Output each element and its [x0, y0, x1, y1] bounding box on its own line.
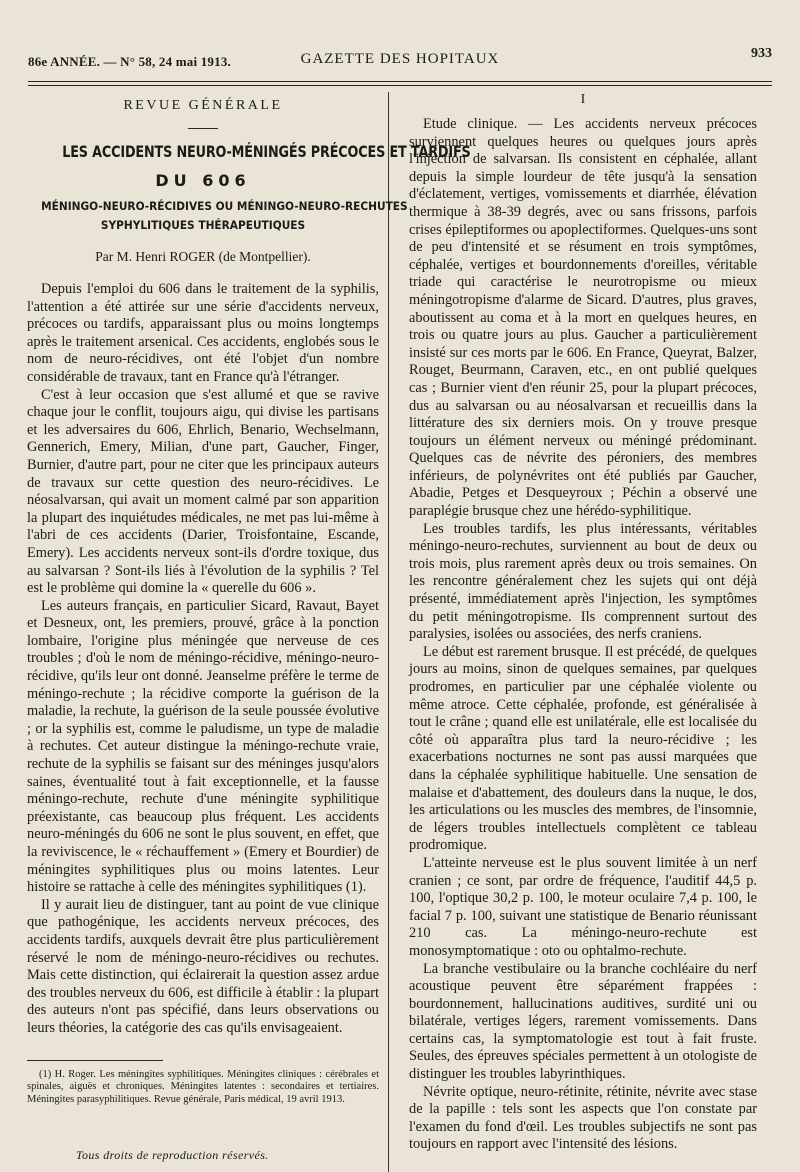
paragraph: Névrite optique, neuro-rétinite, rétinite, névrite avec stase de la papille : tels sont les aspects que l'on constate par l'examen du fond d'œil. Les troubles subjectifs ne sont pas toujours en rapport avec l'intensité des lésions.: [409, 1083, 757, 1153]
issue-info: 86e ANNÉE. — N° 58, 24 mai 1913.: [28, 54, 231, 69]
paragraph: Depuis l'emploi du 606 dans le traitement de la syphilis, l'attention a été attirée sur une série d'accidents nerveux, précoces ou tardifs, apparaissant plus ou moins longtemps après le traitement arsenical. Ces accidents, englobés sous le nom de neuro-récidives, ont été l'objet d'un nombre considérable de travaux, tant en France qu'à l'étranger.: [27, 281, 379, 385]
paragraph: Le début est rarement brusque. Il est précédé, de quelques jours au moins, sinon de quelques semaines, par quelques prodromes, en particulier par une céphalée violente ou même atroce. Cette céphalée, profonde, est généralisée à tout le crâne ; quand elle est unilatérale, elle est localisée du côté où apparaîtra plus tard la neuro-récidive ; les exacerbations nocturnes ne sont pas aussi marquées que dans la céphalée syphilitique habituelle. Une sensation de malaise et d'abattement, des douleurs dans la nuque, le dos, les articulations ou les muscles des membres, de l'insomnie, de légers troubles intellectuels complètent ce tableau prodromique.: [409, 643, 757, 854]
header-rule-thin: [28, 85, 772, 86]
article-title-du: DU 606: [155, 171, 251, 190]
footnote-rule: [27, 1060, 163, 1061]
paragraph: La branche vestibulaire ou la branche cochléaire du nerf acoustique peuvent être séparément frappées : bourdonnement, hallucinations auditives, surdité uni ou bilatérale, vertiges légers, rarement vomissements. Dans certains cas, la symptomatologie est tout à fait fruste. Seules, des épreuves spéciales permettent à un otologiste de distinguer les troubles labyrinthiques.: [409, 960, 757, 1083]
journal-name: GAZETTE DES HOPITAUX: [300, 51, 500, 67]
running-header: [28, 46, 772, 72]
section-rule: [188, 128, 218, 129]
section-number: I: [580, 92, 586, 107]
paragraph: Il y aurait lieu de distinguer, tant au point de vue clinique que pathogénique, les accidents nerveux précoces, des accidents tardifs, auxquels devrait être plus particulièrement réservé le nom de méningo-neuro-récidives ou rechutes. Mais cette distinction, qui éclairerait la question assez ardue des troubles nerveux du 606, est difficile à établir : la plupart des auteurs n'ont pas spécifié, dans leurs observations ou leurs théories, la catégorie des cas qu'ils envisageaient.: [27, 896, 379, 1036]
paragraph: L'atteinte nerveuse est le plus souvent limitée à un nerf cranien ; ce sont, par ordre de fréquence, l'auditif 44,5 p. 100, l'optique 30,2 p. 100, le moteur oculaire 7,4 p. 100, le facial 7 p. 100, suivant une statistique de Benario réunissant 210 cas. La méningo-neuro-rechute est monosymptomatique : oto ou ophtalmo-rechute.: [409, 854, 757, 959]
author-byline: Par M. Henri ROGER (de Montpellier).: [95, 249, 311, 264]
column-divider: [388, 92, 389, 1172]
copyright-notice: Tous droits de reproduction réservés.: [76, 1148, 269, 1162]
section-title: REVUE GÉNÉRALE: [123, 98, 283, 113]
article-subtitle: [41, 197, 408, 235]
paragraph: Etude clinique. — Les accidents nerveux précoces surviennent quelques heures ou quelques jours après l'injection de salvarsan. Ils consistent en céphalée, allant depuis la simple lourdeur de tête jusqu'à la sensation d'éclatement, vertiges, vomissements et diarrhée, élévation thermique à 38-39 degrés, avec ou sans frissons, parfois crises épileptiformes ou apoplectiformes. Quelques-uns sont de peu d'intensité et se résument en trois symptômes, céphalée, vertiges et bourdonnements d'oreilles, véritable triade qui caractérise le neurotropisme ou mieux méningotropisme d'alarme de Sicard. D'autres, plus graves, aboutissent au coma et à la mort en quelques heures, en trois ou quatre jours au plus. Gaucher a particulièrement insisté sur ces morts par le 606. En France, Queyrat, Balzer, Rouget, Beurmann, Caraven, etc., en ont publié quelques cas ; Burnier vient d'en réunir 25, pour la plupart précoces, dus au salvarsan ou au néosalvarsan et recueillis dans la littérature des six derniers mois. On y trouve presque toujours un élément nerveux ou méningé prédominant. Quelques cas de névrite des péroniers, des membres inférieurs, de polynévrites ont été publiés par Gaucher, Abadie, Petges et Desqueyroux ; Péchin a observé une paraplégie brusque chez une hérédo-syphilitique.: [409, 116, 757, 520]
right-body-text: [409, 116, 757, 1154]
footnote-text: (1) H. Roger. Les méningites syphilitiques. Méningites cliniques : cérébrales et spinales, aiguës et chroniques. Méningites latentes : secondaires et tertiaires. Méningites parasyphilitiques. Revue générale, Paris médical, 19 avril 1913.: [27, 1068, 379, 1106]
footnote: [27, 1069, 379, 1107]
article-title: LES ACCIDENTS NEURO-MÉNINGÉS PRÉCOCES ET TARDIFS: [62, 142, 471, 161]
left-column: [27, 96, 471, 1107]
paragraph: Les auteurs français, en particulier Sicard, Ravaut, Bayet et Desneux, ont, les premiers, prouvé, grâce à la ponction lombaire, l'origine plus méningée que nerveuse de ces troubles ; d'où le nom de méningo-récidive, méningo-neuro-récidive, qu'ils leur ont donné. Jeanselme préfère le terme de méningo-rechute ; la récidive comporte la guérison de la maladie, la rechute, la guérison de la seule poussée évolutive ; or la syphilis est, comme le paludisme, un type de maladie à rechutes. Cet auteur distingue la méningo-rechute vraie, rechute de la syphilis se faisant sur des méninges jusqu'alors saines, éventualité tout à fait exceptionnelle, et la fausse méningo-rechute, rechute d'une méningite syphilitique préexistante, cas beaucoup plus fréquent. Les accidents neuro-méningés du 606 ne sont le plus souvent, en effet, que la reviviscence, le « réchauffement » (Emery et Bourdier) de méningites syphilitiques plus ou moins latentes. Leur histoire se rattache à celle des méningites syphilitiques (1).: [27, 597, 379, 896]
left-body-text: [27, 281, 379, 1038]
page-number: 933: [751, 46, 772, 61]
right-column: [409, 92, 757, 1154]
paragraph: Les troubles tardifs, les plus intéressants, véritables méningo-neuro-rechutes, surviennent au bout de deux ou trois mois, plus rarement après deux ou trois semaines. On les rencontre généralement chez les sujets qui ont déjà présenté, immédiatement après l'injection, les symptômes du petit méningotropisme. Ils comprennent surtout des paralysies, isolées ou associées, des nerfs craniens.: [409, 520, 757, 643]
paragraph: C'est à leur occasion que s'est allumé et que se ravive chaque jour le conflit, toujours aigu, qui divise les partisans et les adversaires du 606, Ehrlich, Benario, Wechselmann, Gennerich, Emery, Milian, d'une part, Gaucher, Finger, Burnier, d'autre part, pour ne citer que les principaux auteurs de travaux sur cette question des neuro-récidives. Le néosalvarsan, qui avait un moment calmé par son apparition la plupart des inquiétudes médicales, ne met pas lui-même à l'abri de ces accidents (Darier, Troisfontaine, Escande, Emery). Les accidents nerveux sont-ils d'ordre toxique, dus au salvarsan ? Sont-ils liés à l'évolution de la syphilis ? Tel est le problème qui domine la « querelle du 606 ».: [27, 386, 379, 597]
subtitle-line-2: SYPHYLITIQUES THÉRAPEUTIQUES: [100, 218, 306, 232]
subtitle-line-1: MÉNINGO-NEURO-RÉCIDIVES OU MÉNINGO-NEURO-RECHUTES: [41, 199, 408, 213]
header-rule-thick: [28, 81, 772, 82]
